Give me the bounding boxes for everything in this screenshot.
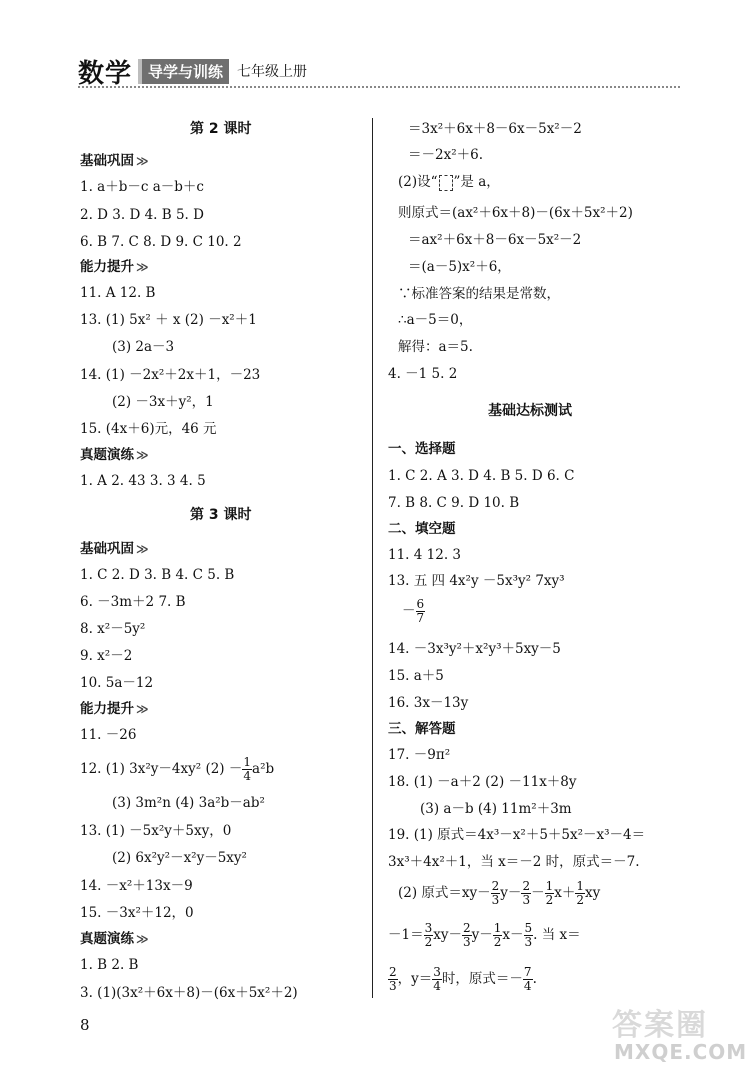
answer-line: 15. －3x²＋12，0 [80, 905, 194, 921]
answer-line: 17. －9π² [388, 747, 451, 763]
chevron-right-icon: ≫ [136, 154, 149, 168]
answer-line: (2) 6x²y²－x²y－5xy² [112, 850, 247, 866]
fraction: $\frac{5}{3}$ [524, 921, 533, 949]
answer-line: 18. (1) －a＋2 (2) －11x＋8y [388, 774, 577, 790]
fraction: $\frac{1}{4}$ [243, 755, 252, 783]
fraction: $\frac{6}{7}$ [416, 597, 425, 625]
watermark-url: MXQE.COM [614, 1040, 748, 1064]
basic-heading-2: 基础巩固 ≫ [80, 541, 149, 557]
header-divider [78, 86, 680, 88]
fraction: $\frac{2}{3}$ [491, 879, 500, 907]
answer-line: 8. x²－5y² [80, 621, 146, 637]
answer-line: 19. (1) 原式＝4x³－x²＋5＋5x²－x³－4＝ [388, 827, 646, 843]
ability-heading-2: 能力提升 ≫ [80, 701, 149, 717]
chevron-right-icon: ≫ [136, 932, 149, 946]
fraction: $\frac{3}{2}$ [424, 921, 433, 949]
answer-line: 6. －3m＋2 7. B [80, 594, 186, 610]
answer-line: ∴a－5＝0， [398, 312, 473, 328]
answer-line: 2. D 3. D 4. B 5. D [80, 207, 204, 223]
fraction: $\frac{1}{2}$ [545, 879, 554, 907]
fraction: $\frac{1}{2}$ [493, 921, 502, 949]
answer-line: 10. 5a－12 [80, 675, 154, 691]
answer-line: 14. －3x³y²＋x²y³＋5xy－5 [388, 641, 561, 657]
answer-line: － $\frac{6}{7}$ [402, 597, 425, 625]
lesson-2-title: 第 2 课时 [190, 121, 252, 137]
answer-line: (2)设“ ”是 a， [398, 174, 500, 190]
exam-heading-2: 真题演练 ≫ [80, 931, 149, 947]
answer-line: 4. －1 5. 2 [388, 366, 458, 382]
answer-line: ＝ax²＋6x＋8－6x－5x²－2 [408, 232, 582, 248]
fraction: $\frac{3}{4}$ [433, 965, 441, 993]
answer-line: 13. (1) －5x²y＋5xy，0 [80, 823, 232, 839]
answer-line: (3) 2a－3 [112, 339, 175, 355]
fraction: $\frac{2}{3}$ [462, 921, 471, 949]
answer-line: 则原式＝(ax²＋6x＋8)－(6x＋5x²＋2) [398, 205, 633, 221]
subject-title: 数学 [78, 58, 133, 89]
answer-line: (3) 3m²n (4) 3a²b－ab² [112, 795, 265, 811]
answer-line: 11. －26 [80, 727, 137, 743]
lesson-3-title: 第 3 课时 [190, 507, 252, 523]
answer-line: $\frac{2}{3}$ ，y＝ $\frac{3}{4}$ 时，原式＝－ $\frac{7}{4}$ . [389, 965, 537, 993]
chevron-right-icon: ≫ [136, 542, 149, 556]
basic-heading-1: 基础巩固 ≫ [80, 153, 149, 169]
chevron-right-icon: ≫ [136, 260, 149, 274]
answer-line: 9. x²－2 [80, 648, 133, 664]
fraction: $\frac{7}{4}$ [523, 965, 532, 993]
answer-line: 14. －x²＋13x－9 [80, 878, 193, 894]
chevron-right-icon: ≫ [136, 448, 149, 462]
watermark-text: 答案圈 [612, 1008, 708, 1043]
section-choice-heading: 一、选择题 [388, 441, 456, 457]
exam-heading-1: 真题演练 ≫ [80, 447, 149, 463]
ability-heading-1: 能力提升 ≫ [80, 259, 149, 275]
answer-line: 1. A 2. 43 3. 3 4. 5 [80, 473, 206, 489]
answer-line: －1＝ $\frac{3}{2}$ xy－ $\frac{2}{3}$ y－ $\frac{1}{2}$ x－ $\frac{5}{3}$ . 当 x＝ [388, 921, 581, 949]
answer-line: 7. B 8. C 9. D 10. B [388, 495, 520, 511]
section-fill-heading: 二、填空题 [388, 521, 456, 537]
chevron-right-icon: ≫ [136, 702, 149, 716]
fraction: $\frac{1}{2}$ [576, 879, 584, 907]
answer-line: 11. A 12. B [80, 285, 156, 301]
book-title: 导学与训练 [138, 59, 229, 84]
answer-line: 13. (1) 5x² ＋ x (2) －x²＋1 [80, 312, 257, 328]
fraction: $\frac{2}{3}$ [389, 965, 397, 993]
answer-line: (2) －3x＋y²，1 [112, 394, 214, 410]
answer-line: 3. (1)(3x²＋6x＋8)－(6x＋5x²＋2) [80, 985, 298, 1001]
column-divider [372, 118, 373, 998]
answer-line: 解得：a＝5. [398, 339, 473, 355]
answer-line: ＝(a－5)x²＋6， [408, 259, 511, 275]
section-solve-heading: 三、解答题 [388, 721, 456, 737]
answer-line: 1. B 2. B [80, 957, 139, 973]
answer-line: ＝3x²＋6x＋8－6x－5x²－2 [408, 121, 582, 137]
answer-line: 14. (1) －2x²＋2x＋1，－23 [80, 367, 261, 383]
blank-box-icon [439, 175, 453, 191]
answer-line: 3x³＋4x²＋1，当 x＝－2 时，原式＝－7. [388, 854, 640, 870]
test-title: 基础达标测试 [488, 403, 572, 419]
answer-line: ＝－2x²＋6. [408, 147, 483, 163]
answer-line: (2) 原式＝xy－ $\frac{2}{3}$ y－ $\frac{2}{3}$ － $\frac{1}{2}$ x＋ $\frac{1}{2}$ xy [398, 879, 601, 907]
grade-label: 七年级上册 [237, 64, 308, 80]
answer-line: 1. C 2. D 3. B 4. C 5. B [80, 567, 235, 583]
answer-line: 16. 3x－13y [388, 695, 469, 711]
answer-line: (3) a－b (4) 11m²＋3m [420, 801, 572, 817]
answer-line: 1. a＋b－c a－b＋c [80, 179, 204, 195]
answer-line: ∵标准答案的结果是常数， [398, 286, 560, 302]
answer-line: 11. 4 12. 3 [388, 547, 461, 563]
watermark-logo [612, 1000, 748, 1066]
page-header [78, 56, 308, 89]
answer-line: 13. 五 四 4x²y －5x³y² 7xy³ [388, 573, 565, 589]
answer-line: 1. C 2. A 3. D 4. B 5. D 6. C [388, 468, 575, 484]
answer-line: 6. B 7. C 8. D 9. C 10. 2 [80, 234, 242, 250]
answer-line: 15. (4x＋6)元，46 元 [80, 421, 217, 437]
fraction: $\frac{2}{3}$ [522, 879, 531, 907]
answer-line: 12. (1) 3x²y－4xy² (2) － $\frac{1}{4}$ a²b [80, 755, 275, 783]
answer-line: 15. a＋5 [388, 668, 444, 684]
page-number: 8 [80, 1016, 90, 1034]
